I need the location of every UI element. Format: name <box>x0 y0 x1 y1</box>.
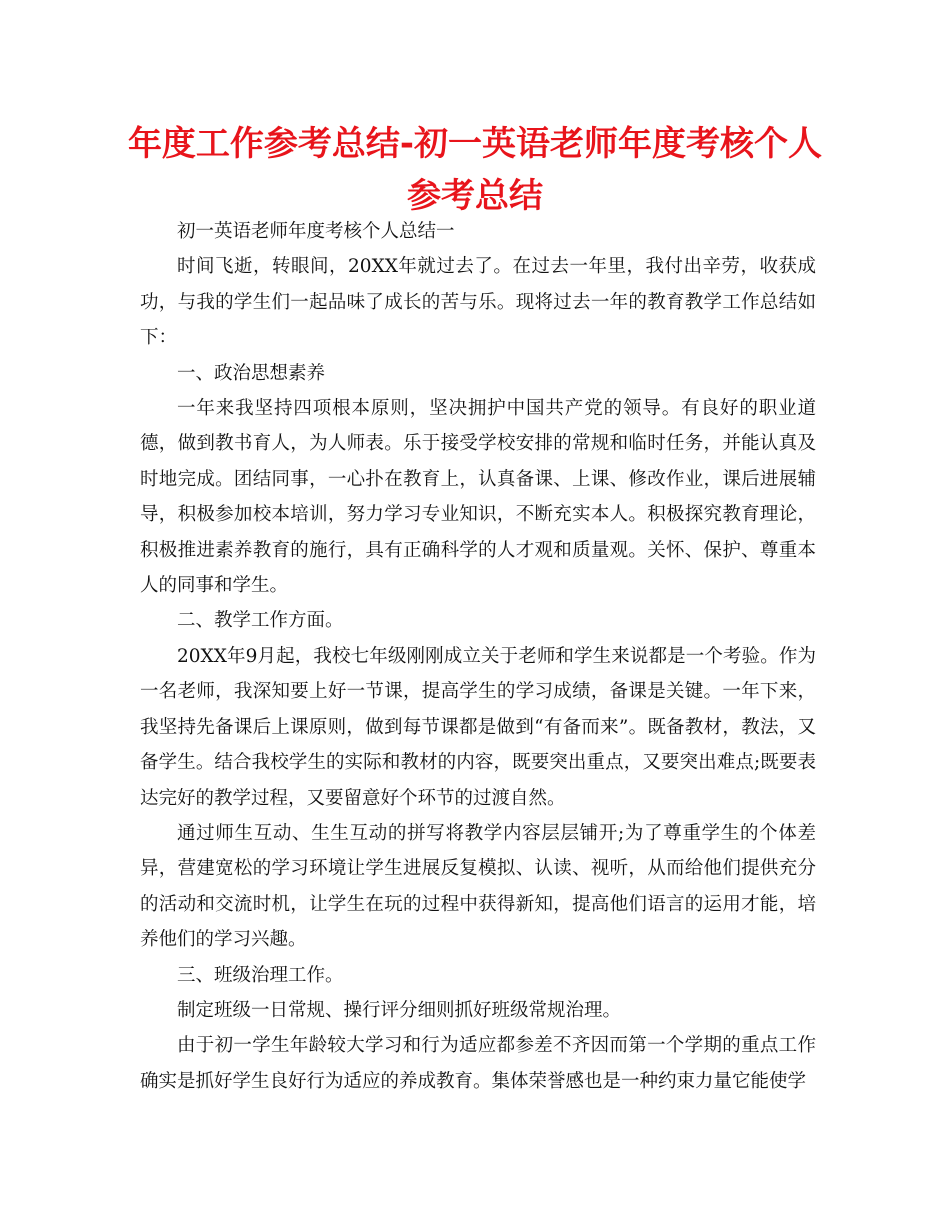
section-heading-teaching: 二、教学工作方面。 <box>177 610 344 632</box>
section-heading-class-management: 三、班级治理工作。 <box>177 964 344 986</box>
paragraph-teaching-2: 通过师生互动、生生互动的拼写将教学内容层层铺开;为了尊重学生的个体差异，营建宽松的学习环境让学生进展反复模拟、认读、视听，从而给他们提供充分的活动和交流时机，让学生在玩的过程中获得新知，提高他们语言的运用才能，培养他们的学习兴趣。 <box>140 822 816 951</box>
paragraph-politics: 一年来我坚持四项根本原则，坚决拥护中国共产党的领导。有良好的职业道德，做到教书育人，为人师表。乐于接受学校安排的常规和临时任务，并能认真及时地完成。团结同事，一心扑在教育上，认真备课、上课、修改作业，课后进展辅导，积极参加校本培训，努力学习专业知识，不断充实本人。积极探究教育理论，积极推进素养教育的施行，具有正确科学的人才观和质量观。关怀、保护、尊重本人的同事和学生。 <box>140 398 816 597</box>
section-subtitle: 初一英语老师年度考核个人总结一 <box>177 221 455 242</box>
paragraph-intro: 时间飞逝，转眼间，20XX年就过去了。在过去一年里，我付出辛劳，收获成功，与我的学生们一起品味了成长的苦与乐。现将过去一年的教育教学工作总结如下： <box>140 256 816 349</box>
paragraph-class-management-2: 由于初一学生年龄较大学习和行为适应都参差不齐因而第一个学期的重点工作确实是抓好学生良好行为适应的养成教育。集体荣誉感也是一种约束力量它能使学 <box>140 1035 816 1092</box>
paragraph-class-management-1: 制定班级一日常规、操行评分细则抓好班级常规治理。 <box>177 999 622 1021</box>
document-title: 年度工作参考总结-初一英语老师年度考核个人参考总结 <box>127 124 823 216</box>
section-heading-politics: 一、政治思想素养 <box>177 362 326 384</box>
paragraph-teaching-1: 20XX年9月起，我校七年级刚刚成立关于老师和学生来说都是一个考验。作为一名老师，我深知要上好一节课，提高学生的学习成绩，备课是关键。一年下来，我坚持先备课后上课原则，做到每节课都是做到“有备而来”。既备教材，教法，又备学生。结合我校学生的实际和教材的内容，既要突出重点，又要突出难点;既要表达完好的教学过程，又要留意好个环节的过渡自然。 <box>140 645 816 809</box>
document-body <box>140 214 816 1099</box>
